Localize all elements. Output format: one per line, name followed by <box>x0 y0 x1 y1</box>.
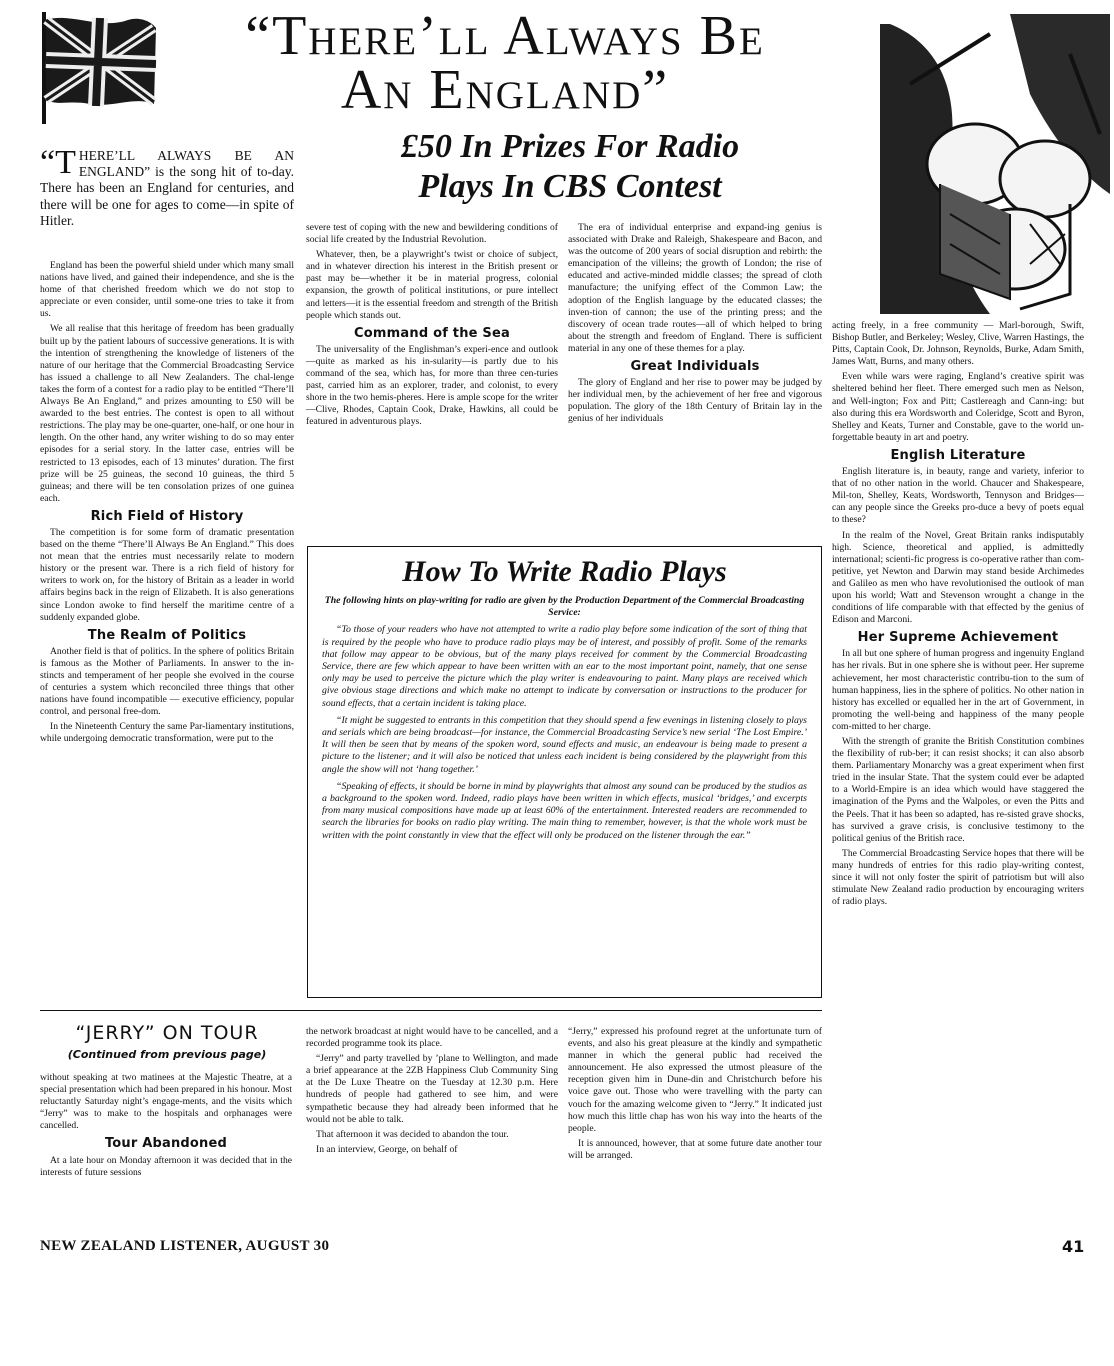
col4-paragraph: In all but one sphere of human progress and ingenuity England has her rivals. But in one sphere she is without peer. Her supreme achievement, her most characteristic contribu-tion to the sum of human happiness, lies in the sphere of politics. No other nation in history has excelled or equalled her in the art of Government, in promoting the well-being and happiness of the many people com-mitted to her charge. <box>832 648 1084 732</box>
drums-illustration-image <box>880 14 1110 314</box>
box-paragraph: “Speaking of effects, it should be borne in mind by playwrights that almost any sound can be produced by the studios as a background to the spoken word. Indeed, radio plays have been written in which effects, musical ‘bridges,’ and excerpts from many musical compositions have made up at least 60% of the entertainment. Interested readers are recommended to search the libraries for books on radio play writing. The main thing to remember, however, is that the whole work must be written with the point constantly in view that the effect will only be produced on the listener through the ear.” <box>322 780 807 841</box>
section-heading-english-literature: English Literature <box>890 447 1026 463</box>
page-number: 41 <box>1062 1237 1085 1256</box>
section-heading-tour-abandoned: Tour Abandoned <box>104 1136 228 1152</box>
column-1 <box>40 260 294 749</box>
col4-paragraph: In the realm of the Novel, Great Britain ranks indisputably high. Science, theoretical and applied, is admittedly international; scienti-fic progress is co-operative rather than com-petitive, yet Newton and Darwin may stand beside Archimedes and Galileo as men who have revolutionised the outlook of man upon his world; Watt and Stevenson wrought a change in the conditions of life comparable with that effected by the genius of Edison and Marconi. <box>832 529 1084 626</box>
col1-paragraph: We all realise that this heritage of freedom has been gradually built up by the patient labours of successive generations. It is with the intention of strengthening the knowledge of listeners of the nature of our heritage that the Commercial Broadcasting Service has issued a challenge to all New Zealanders. The chal-lenge takes the form of a contest for a radio play to be entitled “There’ll Always Be An England,” and prizes amounting to £50 will be awarded to the best entries. The contest is open to all without restrictions. The play may be one-quarter, one-half, or one hour in length. On the other hand, any writer wishing to do so may enter episodes for a serial story. In the latter case, entries will be restricted to 13 episodes, each of 13 minutes’ duration. The first prize will be 25 guineas, the second 10 guineas, the third 5 guineas; and there will be ten consolation prizes of one guinea each. <box>40 323 294 504</box>
intro-text: HERE’LL ALWAYS BE AN ENGLAND” is the song hit of to-day. There has been an England for centuries, and there will be one for ages to come—in spite of Hitler. <box>40 148 294 228</box>
jerry-column-3 <box>568 1026 822 1165</box>
jerry-paragraph: “Jerry,” expressed his profound regret at the unfortunate turn of events, and also his great pleasure at the kindly and sympathetic manner in which the general public had received the announcement. He also expressed the utmost pleasure of the reception given him in Dune-din and Christchurch before his voice gave out. Those who were travelling with the party can vouch for the amazing welcome given to “Jerry.” It indicated just how much this little chap has won his way into the hearts of the people. <box>568 1026 822 1134</box>
jerry-column-1 <box>40 1072 292 1182</box>
col4-paragraph: acting freely, in a free community — Marl-borough, Swift, Bishop Butler, and Berkeley; Wesley, Clive, Warren Hastings, the Pitts, Captain Cook, Dr. Johnson, Reynolds, Burke, Adam Smith, James Watt, Burns, and many others. <box>832 320 1084 368</box>
col1-paragraph: Another field is that of politics. In the sphere of politics Britain is famous as the Mother of Parliaments. In answer to the in-stincts and temperament of her people she evolved in the course of centuries a system which reconciled three things that other nations have found incompatible — executive efficiency, popular control, and personal free-dom. <box>40 645 294 718</box>
article-subtitle-line2: Plays In CBS Contest <box>418 168 722 205</box>
col4-paragraph: Even while wars were raging, England’s creative spirit was sheltered behind her fleet. There emerged such men as Nelson, and Well-ington; Fox and Pitt; Castlereagh and Cann-ing: but also during this era Wordsworth and Coleridge, Scott and Byron, Shelley and Keats, Turner and Constable, gave to the world un-forgettable beauty in art and poetry. <box>832 371 1084 443</box>
jerry-paragraph: It is announced, however, that at some future date another tour will be arranged. <box>568 1137 822 1161</box>
col2-paragraph: Whatever, then, be a playwright’s twist or choice of subject, and in whatever direction his interest in the British present or past may be—whether it be in material progress, colonial expansion, the growth of political institutions, or pure intellect and letters—it is the essential freedom and strength of the British people which stands out. <box>306 249 558 321</box>
jerry-paragraph: In an interview, George, on behalf of <box>316 1143 458 1155</box>
col3-paragraph: The era of individual enterprise and expand-ing genius is associated with Drake and Raleigh, Shakespeare and Bacon, and was the outcome of 200 years of social disruption and rebirth: the emancipation of the villeins; the growth of London; the rise of educated and active-minded middle classes; the spread of cloth manufacture; the unifying effect of the Common Law; the adoption of the English language by the educated classes; the inven-tion of cannon; the use of the printing press; and the discovery of ocean trade routes—all of which helped to bring about the strength and freedom of England. There is sufficient material in any one of these themes for a play. <box>568 222 822 354</box>
col4-paragraph: English literature is, in beauty, range and variety, inferior to that of no other nation in the world. Chaucer and Shakespeare, Mil-ton, Shelley, Keats, Wordsworth, Tennyson and Bridges—can any people since the Greeks pro-duce a bevy of poets equal to these? <box>832 466 1084 526</box>
how-to-write-box <box>307 546 822 998</box>
col2-paragraph: The universality of the Englishman’s experi-ence and outlook—quite as marked as his in-sularity—is partly due to his command of the sea, which has, for more than three cen-turies past, carried him as an explorer, trader, and colonist, to every shore in the two hemis-pheres. Here is ample scope for the writer—Clive, Rhodes, Captain Cook, Drake, Hawkins, all could be featured in adventurous plays. <box>306 343 558 428</box>
box-intro: The following hints on play-writing for radio are given by the Production Department of the Commercial Broadcasting Service: <box>324 595 805 619</box>
jerry-paragraph: At a late hour on Monday afternoon it was decided that in the interests of future sessions <box>40 1154 292 1178</box>
article-title-line2: An England” <box>340 59 670 121</box>
article-subtitle-line1: £50 In Prizes For Radio <box>400 128 740 165</box>
jerry-paragraph: without speaking at two matinees at the Majestic Theatre, at a special presentation which had been prepared in his honour. Most reluctantly Saturday night’s engage-ments, and the visits which “Jerry” was to make to the hospitals and orphanages were cancelled. <box>40 1072 292 1132</box>
column-2 <box>306 222 558 432</box>
col3-paragraph: The glory of England and her rise to power may be judged by her individual men, by the achievement of her free and vigorous population. The glory of the 18th Century of Britain lay in the genius of her individuals <box>568 377 822 425</box>
jerry-column-2 <box>306 1026 558 1159</box>
col1-paragraph: England has been the powerful shield under which many small nations have lived, and gained their independence, and she is the home of that cherished freedom which we do not stop to appreciate or even consider, until some-one tries to take it from us. <box>40 260 294 320</box>
section-divider <box>40 1010 822 1011</box>
col1-paragraph: The competition is for some form of dramatic presentation based on the theme “There’ll Always Be An England.” This does not mean that the entries must necessarily relate to modern history or the present war. There is a rich field of history for writers to work on, for the history of Britain as a leader in world affairs begins back in the reign of Elizabeth. It is also generations since London awoke to find herself the maritime centre of a suddenly expanded globe. <box>40 526 294 623</box>
box-paragraph: “It might be suggested to entrants in this competition that they should spend a few evenings in listening closely to plays and serials which are being broadcast—for instance, the Commercial Broadcasting Service’s new serial ‘The Lost Empire.’ It will then be seen that by means of the spoken word, sound effects and music, an endeavour is being made to present a picture to the listener; and it will also be noticed that unless each incident is being considered by the playwright from this angle the show will not ‘hang together.’ <box>322 714 807 775</box>
intro-paragraph <box>40 144 294 229</box>
jerry-paragraph: “Jerry” and party travelled by ’plane to Wellington, and made a brief appearance at the 2ZB Happiness Club Community Sing at the De Luxe Theatre on the Tuesday at 12.30 p.m. Here hundreds of people had gathered to see him, and were sympathetic because they had already been informed that he would not be able to talk. <box>306 1053 558 1125</box>
section-heading-command-sea: Command of the Sea <box>354 325 510 341</box>
section-heading-realm-politics: The Realm of Politics <box>87 627 247 643</box>
union-jack-flag-image <box>30 8 160 126</box>
col4-paragraph: With the strength of granite the British Constitution combines the flexibility of rub-ber; it can resist shocks; it can also absorb them. Parliamentary Monarchy was a great experiment when first tried in the insular State. That the system could ever be adapted to a World-Empire is an idea which would have staggered the imagination of the Pyms and the Walpoles, or even the Pitts and the Peels. That it has been so adapted, has re-sisted grave shocks, has survived a grave crisis, is conclusive testimony to the political genius of the British race. <box>832 736 1084 844</box>
jerry-title: “JERRY” ON TOUR <box>75 1022 259 1044</box>
col4-paragraph: The Commercial Broadcasting Service hopes that there will be many hundreds of entries for this radio play-writing contest, since it will not only foster the spirit of patriotism but will also stimulate New Zealand radio production by encouraging writers of radio plays. <box>832 847 1084 908</box>
column-4 <box>832 320 1084 911</box>
jerry-paragraph: the network broadcast at night would have to be cancelled, and a recorded programme took its place. <box>306 1026 558 1050</box>
box-title: How To Write Radio Plays <box>402 555 727 588</box>
jerry-paragraph: That afternoon it was decided to abandon the tour. <box>316 1128 509 1140</box>
col1-paragraph: In the Nineteenth Century the same Par-liamentary institutions, while undergoing democratic transformation, were put to the <box>40 721 294 745</box>
section-heading-supreme-achievement: Her Supreme Achievement <box>857 630 1059 646</box>
box-paragraph: “To those of your readers who have not attempted to write a radio play before some indication of the sort of thing that is required by the people who have to produce radio plays may be of interest, and possibly of profit. Some of the remarks that follow may appear to be obvious, but of the many plays received for comment by the Commercial Broadcasting Service, there are few which appear to have been written with an ear to the most important point, namely, that one sense only may be used to perceive the picture which the play writer is endeavouring to paint. Many plays are received which give obvious stage directions and which make no attempt to indicate by conversation or instructions to the producer for sound effects, that a certain incident is taking place. <box>322 624 807 709</box>
publication-footer: NEW ZEALAND LISTENER, AUGUST 30 <box>40 1238 330 1254</box>
section-heading-great-individuals: Great Individuals <box>630 359 760 375</box>
col2-paragraph: severe test of coping with the new and bewildering conditions of social life created by the Industrial Revolution. <box>306 222 558 246</box>
jerry-subtitle: (Continued from previous page) <box>67 1048 267 1061</box>
article-title-line1: “There’ll Always Be <box>245 5 765 67</box>
box-text <box>308 595 821 619</box>
section-heading-rich-field: Rich Field of History <box>90 508 244 524</box>
column-3 <box>568 222 822 429</box>
intro-dropcap: “T <box>40 144 76 181</box>
box-body <box>308 624 821 841</box>
